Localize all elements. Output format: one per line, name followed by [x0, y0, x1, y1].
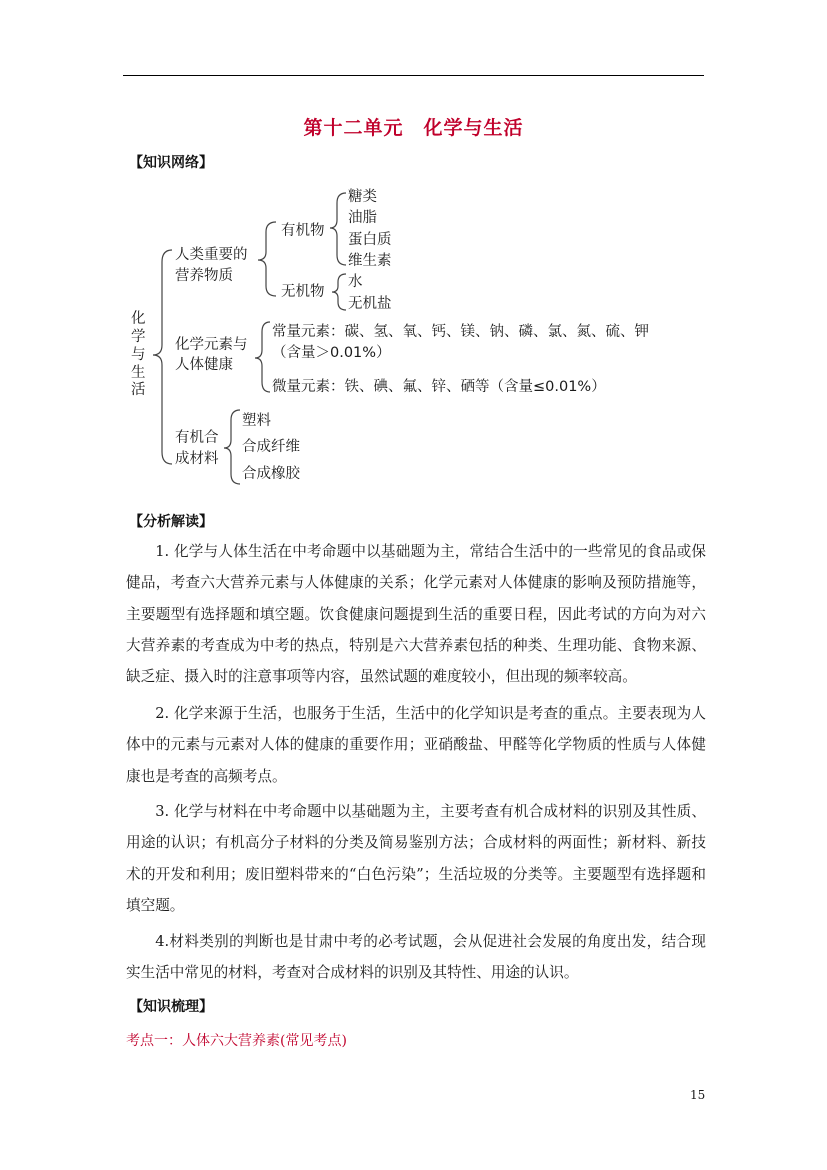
branch2-label: 人体健康 [175, 357, 233, 373]
branch2-label: 化学元素与 [175, 337, 248, 353]
inorganic-item: 水 [348, 274, 363, 290]
inorganic-item: 无机盐 [348, 296, 392, 312]
branch1-label: 营养物质 [175, 268, 233, 284]
analysis-paragraph-1: 1. 化学与人体生活在中考命题中以基础题为主，常结合生活中的一些常见的食品或保健品，考查六大营养元素与人体健康的关系；化学元素对人体健康的影响及预防措施等，主要题型有选择题和填空题。饮食健康问题提到生活的重要日程，因此考试的方向为对六大营养素的考查成为中考的热点，特别是六大营养素包括的种类、生理功能、食物来源、缺乏症、摄入时的注意事项等内容，虽然试题的难度较小，但出现的频率较高。 [126, 543, 706, 686]
section-heading-network: 【知识网络】 [129, 155, 213, 171]
kaodian-heading: 考点一：人体六大营养素(常见考点) [126, 1033, 347, 1049]
section-heading-review: 【知识梳理】 [129, 999, 213, 1015]
analysis-paragraph-2: 2. 化学来源于生活，也服务于生活，生活中的化学知识是考查的重点。主要表现为人体中的元素与元素对人体的健康的重要作用；亚硝酸盐、甲醛等化学物质的性质与人体健康也是考查的高频考点。 [126, 705, 706, 785]
organic-item: 糖类 [348, 189, 377, 205]
organic-item: 油脂 [348, 210, 377, 226]
branch1-brace [258, 222, 276, 296]
material-item: 合成纤维 [242, 439, 300, 455]
root-char: 活 [131, 382, 146, 398]
inorganic-brace [332, 274, 346, 310]
page-number: 15 [690, 1088, 706, 1102]
root-char: 生 [131, 365, 146, 381]
organic-item: 蛋白质 [348, 232, 392, 248]
branch3-label: 成材料 [175, 451, 219, 467]
branch3-brace [224, 410, 240, 484]
analysis-paragraph-4: 4.材料类别的判断也是甘肃中考的必考试题，会从促进社会发展的角度出发，结合现实生活中常见的材料，考查对合成材料的识别及其特性、用途的认识。 [126, 933, 706, 982]
organic-label: 有机物 [281, 223, 325, 239]
trace-elements-line: 微量元素：铁、碘、氟、锌、硒等（含量≤0.01%） [272, 379, 606, 395]
branch1-label: 人类重要的 [175, 247, 248, 263]
branch3-label: 有机合 [175, 430, 219, 446]
major-elements-line: 常量元素：碳、氢、氧、钙、镁、钠、磷、氯、氮、硫、钾 [272, 324, 649, 340]
organic-brace [330, 193, 346, 265]
page-title: 第十二单元 化学与生活 [303, 117, 524, 139]
organic-item: 维生素 [348, 253, 392, 269]
root-char: 学 [131, 329, 146, 345]
major-elements-content: （含量＞0.01%） [272, 345, 391, 361]
analysis-paragraph-3: 3. 化学与材料在中考命题中以基础题为主，主要考查有机合成材料的识别及其性质、用途的认识；有机高分子材料的分类及简易鉴别方法；合成材料的两面性；新材料、新技术的开发和利用；废旧塑料带来的“白色污染”；生活垃圾的分类等。主要题型有选择题和填空题。 [126, 803, 706, 914]
branch2-brace [255, 322, 270, 392]
material-item: 塑料 [242, 413, 271, 429]
section-heading-analysis: 【分析解读】 [129, 514, 213, 530]
material-item: 合成橡胶 [242, 466, 300, 482]
root-char: 与 [131, 347, 146, 363]
root-char: 化 [131, 311, 146, 327]
inorganic-label: 无机物 [281, 284, 325, 300]
main-brace [153, 250, 172, 464]
